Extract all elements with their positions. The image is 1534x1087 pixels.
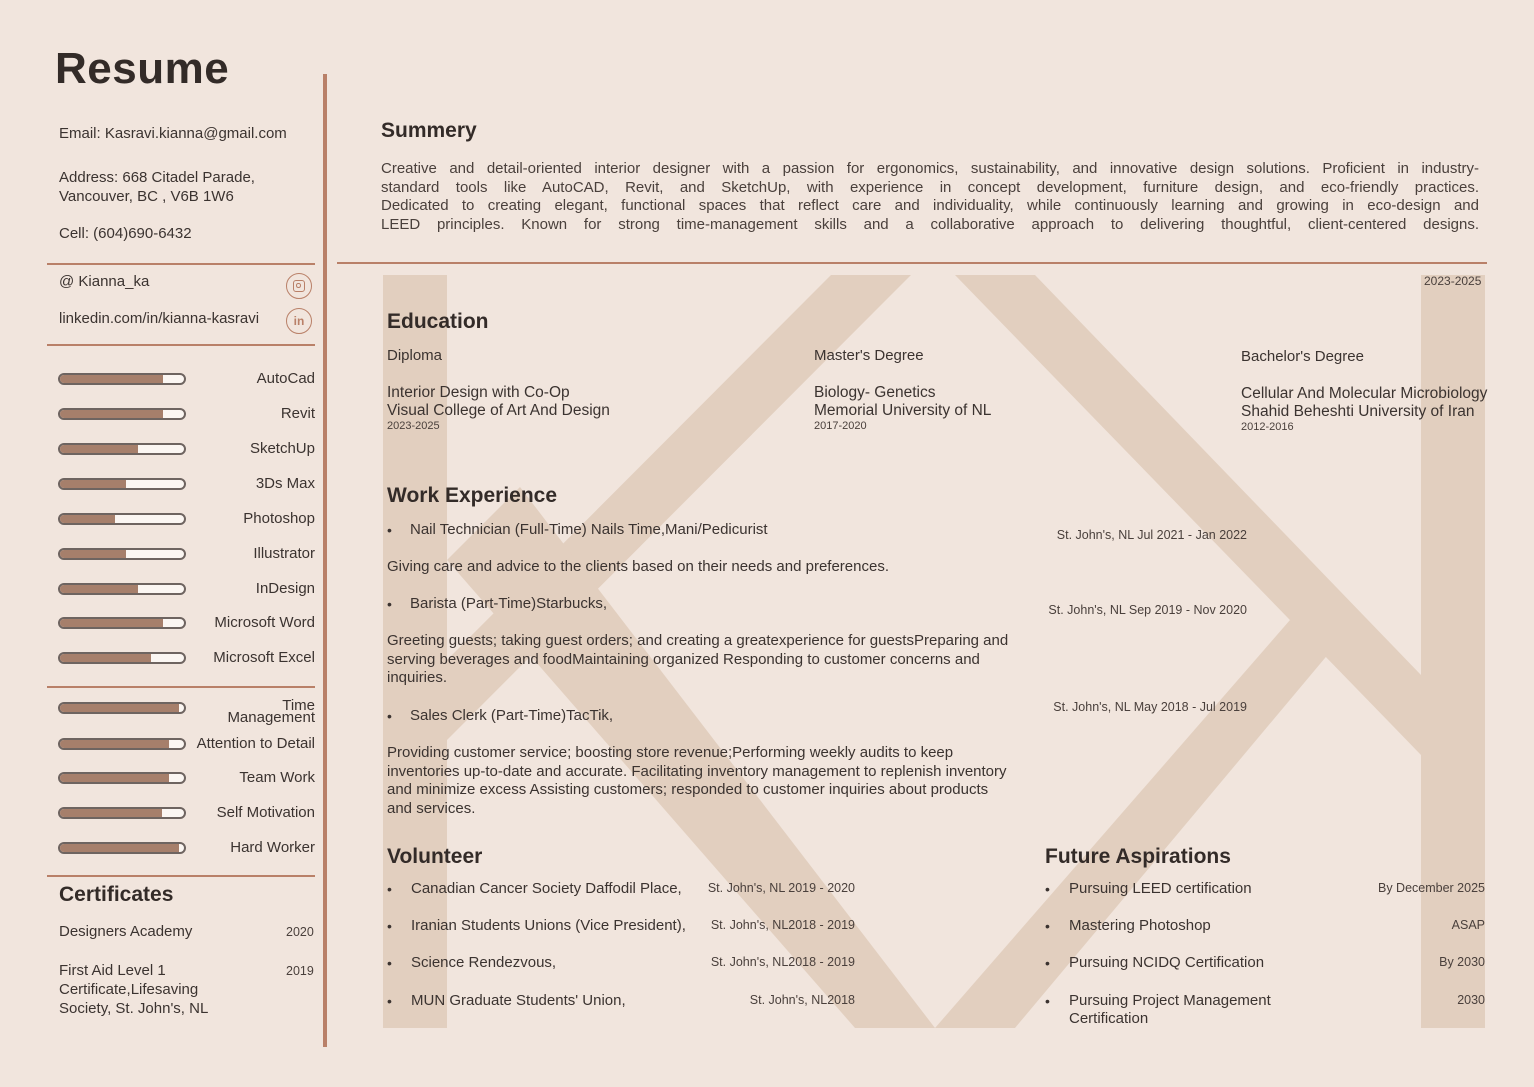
bullet: • (387, 881, 392, 897)
aspiration-text: Mastering Photoshop (1069, 917, 1211, 934)
summary-line: Dedicated to creating elegant, functional spaces that reflect care and individuality, while continuously learning and growing in eco-design and (381, 197, 1479, 214)
skill-label: Time (282, 697, 315, 714)
education-field: Cellular And Molecular Microbiology (1241, 385, 1488, 402)
education-school: Shahid Beheshti University of Iran (1241, 403, 1475, 420)
education-title: Education (387, 310, 489, 333)
certificate-name: Designers Academy (59, 923, 193, 940)
skill-label: Microsoft Word (214, 614, 315, 631)
work-description-line: serving beverages and foodMaintaining organized Responding to customer concerns and (387, 650, 980, 668)
education-years: 2017-2020 (814, 420, 867, 432)
volunteer-location-date: St. John's, NL2018 - 2019 (710, 955, 855, 969)
work-description-line: and services. (387, 799, 476, 817)
skill-level-fill (60, 515, 115, 523)
aspiration-text: Pursuing NCIDQ Certification (1069, 954, 1265, 971)
skill-label: Illustrator (253, 545, 315, 562)
aspiration-deadline: 2030 (1457, 993, 1485, 1007)
bullet: • (1045, 955, 1050, 971)
column-divider (323, 74, 327, 1047)
email-text: Email: Kasravi.kianna@gmail.com (59, 125, 287, 142)
instagram-handle[interactable]: @ Kianna_ka (59, 273, 150, 290)
summary-line: Creative and detail-oriented interior designer with a passion for ergonomics, sustainability, and innovative design solutions. Proficient in industry- (381, 160, 1479, 177)
aspirations-title: Future Aspirations (1045, 845, 1231, 868)
address-line-2: Vancouver, BC , V6B 1W6 (59, 188, 234, 205)
work-description-line: Greeting guests; taking guest orders; and creating a greatexperience for guestsPreparing and (387, 632, 1009, 649)
volunteer-location-date: St. John's, NL2018 (749, 993, 855, 1007)
bullet: • (1045, 993, 1050, 1009)
bullet: • (387, 918, 392, 934)
education-field: Biology- Genetics (814, 384, 936, 401)
education-degree: Bachelor's Degree (1241, 348, 1364, 365)
work-title: Work Experience (387, 484, 558, 507)
volunteer-name: Science Rendezvous, (411, 954, 557, 971)
work-location-date: St. John's, NL Jul 2021 - Jan 2022 (1056, 528, 1247, 542)
linkedin-url[interactable]: linkedin.com/in/kianna-kasravi (59, 310, 260, 327)
volunteer-title: Volunteer (387, 845, 483, 868)
skill-label: Photoshop (243, 510, 315, 527)
divider (47, 875, 315, 877)
education-school: Memorial University of NL (814, 402, 992, 419)
work-description (387, 744, 1007, 818)
aspiration-deadline: By December 2025 (1377, 881, 1485, 895)
volunteer-name: Canadian Cancer Society Daffodil Place, (411, 880, 682, 897)
education-field: Interior Design with Co-Op (387, 384, 570, 401)
skill-label: Management (227, 709, 315, 726)
volunteer-location-date: St. John's, NL 2019 - 2020 (707, 881, 855, 895)
linkedin-icon[interactable]: in (286, 308, 312, 334)
bullet: • (387, 708, 392, 724)
top-date: 2023-2025 (1424, 274, 1482, 288)
summary-title: Summery (381, 119, 477, 142)
work-location-date: St. John's, NL May 2018 - Jul 2019 (1053, 700, 1247, 714)
page-title: Resume (55, 44, 230, 93)
skill-label: Microsoft Excel (213, 649, 315, 666)
skill-label: Hard Worker (230, 839, 315, 856)
summary-line: LEED principles. Known for strong time-management skills and a collaborative approach to delivering thoughtful, client-centered designs. (381, 215, 1479, 233)
education-school: Visual College of Art And Design (387, 402, 610, 419)
aspiration-text: Certification (1069, 1010, 1149, 1027)
education-degree: Diploma (387, 347, 443, 364)
aspiration-text: Pursuing Project Management (1069, 992, 1271, 1009)
certificate-year: 2019 (286, 964, 314, 978)
work-role: Nail Technician (Full-Time) Nails Time,Mani/Pedicurist (410, 521, 768, 538)
work-role: Sales Clerk (Part-Time)TacTik, (410, 707, 614, 724)
education-years: 2023-2025 (387, 420, 440, 432)
education-years: 2012-2016 (1241, 421, 1294, 433)
work-description (387, 632, 1008, 688)
summary-line: standard tools like AutoCAD, Revit, and SketchUp, with experience in concept development, furniture design, and eco-friendly practices. (381, 178, 1479, 196)
aspiration-deadline: ASAP (1451, 918, 1485, 932)
bullet: • (1045, 881, 1050, 897)
skill-label: AutoCad (256, 370, 315, 387)
certificate-year: 2020 (286, 925, 314, 939)
bullet: • (387, 955, 392, 971)
skill-label: Attention to Detail (196, 735, 315, 752)
aspiration-text: Pursuing LEED certification (1069, 880, 1252, 897)
divider (47, 344, 315, 346)
skill-label: InDesign (255, 580, 315, 597)
work-description-line: and minimize excess Assisting customers; responded to customer inquiries about products (387, 781, 989, 798)
divider (47, 686, 315, 688)
certificate-name: Society, St. John's, NL (59, 1000, 209, 1017)
skill-label: Team Work (239, 769, 315, 786)
work-description-line: inventories up-to-date and accurate. Facilitating inventory management to replenish inventory (387, 762, 1007, 780)
bullet: • (387, 522, 392, 538)
divider (337, 262, 1487, 264)
certificates-title: Certificates (59, 883, 174, 906)
work-description-line: inquiries. (387, 669, 448, 686)
work-role: Barista (Part-Time)Starbucks, (410, 595, 607, 612)
volunteer-name: Iranian Students Unions (Vice President), (411, 917, 686, 934)
summary-text (381, 160, 1479, 234)
work-location-date: St. John's, NL Sep 2019 - Nov 2020 (1048, 603, 1247, 617)
work-description: Giving care and advice to the clients based on their needs and preferences. (387, 558, 889, 575)
instagram-icon[interactable] (286, 273, 312, 299)
bullet: • (1045, 918, 1050, 934)
volunteer-location-date: St. John's, NL2018 - 2019 (710, 918, 855, 932)
divider (47, 263, 315, 265)
aspiration-deadline: By 2030 (1439, 955, 1485, 969)
work-description-line: Providing customer service; boosting store revenue;Performing weekly audits to keep (387, 744, 954, 761)
certificate-name: First Aid Level 1 (59, 962, 166, 979)
certificate-name: Certificate,Lifesaving (59, 981, 199, 998)
bullet: • (387, 596, 392, 612)
cell-text: Cell: (604)690-6432 (59, 225, 192, 242)
bullet: • (387, 993, 392, 1009)
skill-label: Self Motivation (216, 804, 315, 821)
education-degree: Master's Degree (814, 347, 924, 364)
skill-label: SketchUp (249, 440, 315, 457)
volunteer-name: MUN Graduate Students' Union, (411, 992, 626, 1009)
skill-label: Revit (280, 405, 315, 422)
address-line-1: Address: 668 Citadel Parade, (59, 169, 255, 186)
skill-label: 3Ds Max (255, 475, 315, 492)
